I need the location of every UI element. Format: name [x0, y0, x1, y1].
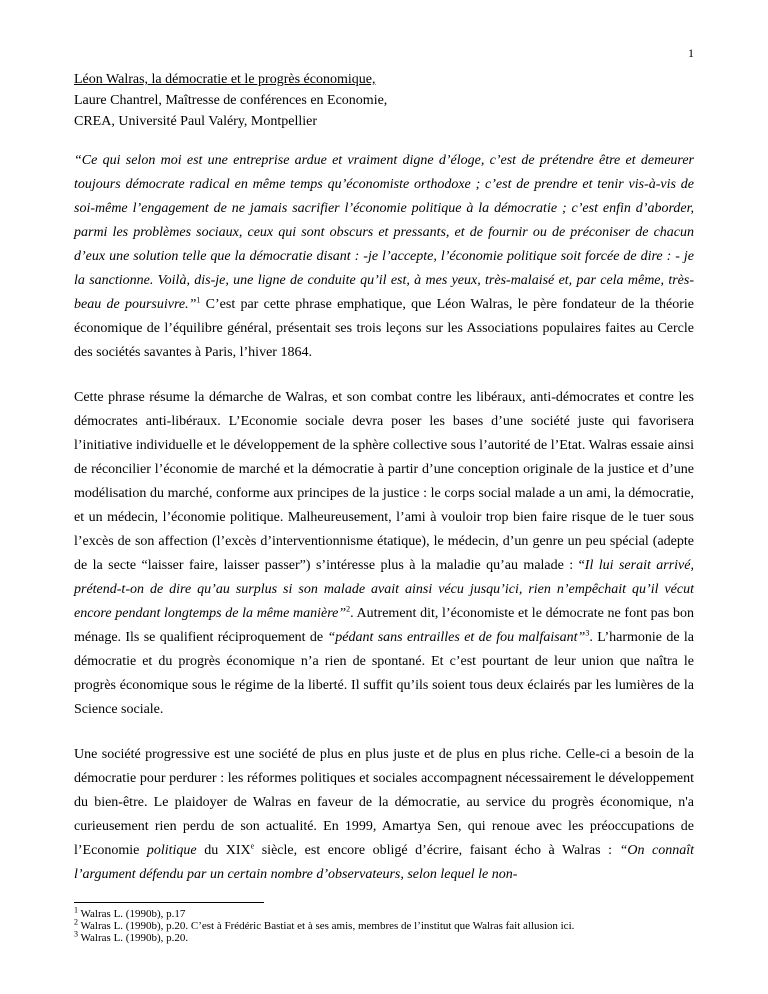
affiliation-line: CREA, Université Paul Valéry, Montpellier	[74, 114, 318, 129]
article-header	[74, 69, 694, 132]
footnote-number: 2	[74, 917, 78, 927]
footnote-text: Walras L. (1990b), p.20. C’est à Frédéric Bastiat et à ses amis, membres de l’institut que Walras fait allusion ici.	[78, 920, 575, 932]
paragraph-3-quote: “On connaît l’argument défendu par un certain nombre d’observateurs, selon lequel le non-	[74, 843, 694, 882]
footnote-1	[74, 905, 714, 920]
footnote-text: Walras L. (1990b), p.17	[78, 908, 186, 920]
footnotes	[74, 905, 714, 944]
footnote-2	[74, 917, 714, 932]
paragraph-2-quote-a: Il lui serait arrivé, prétend-t-on de dire qu’au surplus si son malade avait ainsi vécu jusqu’ici, rien n’empêchait qu’il vécut encore pendant longtemps de la même manière”	[74, 558, 694, 621]
paragraph-3-text-b: du XIX	[196, 843, 251, 858]
paragraph-1-text: C’est par cette phrase emphatique, que Léon Walras, le père fondateur de la théorie économique de l’équilibre général, présentait ses trois leçons sur les Associations populaires faites au Cercle des sociétés savantes à Paris, l’hiver 1864.	[74, 297, 695, 360]
footnote-number: 3	[74, 929, 78, 939]
footnote-text: Walras L. (1990b), p.20.	[78, 932, 189, 944]
page-number: 1	[688, 46, 694, 60]
paragraph-2-text-b: . Autrement dit, l’économiste et le démocrate ne font pas bon ménage. Ils se qualifient réciproquement de	[74, 606, 694, 645]
opening-quote: “Ce qui selon moi est une entreprise ardue et vraiment digne d’éloge, c’est de prétendre être et demeurer toujours démocrate radical en même temps qu’économiste orthodoxe ; c’est de prendre et tenir vis-à-vis de soi-même l’engagement de ne jamais sacrifier l’économie politique à la démocratie ; c’est enfin d’aborder, parmi les problèmes sociaux, ceux qui sont obscurs et pressants, et de fournir ou de préconiser de chacun d’eux une solution telle que la démocratie disant : -je l’accepte, l’économie politique soit forcée de dire : - je la sanctionne. Voilà, dis-je, une ligne de conduite qu’il est, à mes yeux, très-malaisé et, par cela même, très-beau de poursuivre.”	[74, 153, 694, 312]
paragraph-1	[74, 149, 694, 365]
footnote-ref-2: 2	[346, 604, 351, 614]
footnote-ref-3: 3	[585, 628, 590, 638]
paragraph-2-quote-b: “pédant sans entrailles et de fou malfaisant”	[327, 630, 586, 645]
article-title: Léon Walras, la démocratie et le progrès économique,	[74, 72, 376, 87]
paragraph-2-text-a: Cette phrase résume la démarche de Walras, et son combat contre les libéraux, anti-démocrates et contre les démocrates anti-libéraux. L’Economie sociale devra poser les bases d’une société juste qui favorisera l’initiative individuelle et le développement de la sphère collective sous l’autorité de l’Etat. Walras essaie ainsi de réconcilier l’économie de marché et la démocratie à partir d’une conception originale de la justice et d’une modélisation du marché, conforme aux principes de la justice : le corps social malade a un ami, la démocratie, et un médecin, l’économie politique. Malheureusement, l’ami à vouloir trop bien faire risque de le tuer sous l’excès de son affection (l’excès d’interventionnisme étatique), le médecin, d’un genre un peu spécial (adepte de la secte “laisser faire, laisser passer”) s’intéresse plus à la maladie qu’au malade : “	[74, 390, 694, 573]
footnote-3	[74, 929, 714, 944]
author-line: Laure Chantrel, Maîtresse de conférences en Economie,	[74, 93, 388, 108]
paragraph-3	[74, 743, 694, 887]
century-superscript: e	[250, 841, 255, 851]
footnote-number: 1	[74, 905, 78, 915]
footnote-ref-1: 1	[196, 295, 201, 305]
paragraph-3-emphasis: politique	[146, 843, 197, 858]
footnote-separator	[74, 902, 264, 903]
article-body	[74, 149, 694, 887]
paragraph-3-text-c: siècle, est encore obligé d’écrire, faisant écho à Walras :	[254, 843, 620, 858]
paragraph-2-text-c: . L’harmonie de la démocratie et du progrès économique n’a rien de spontané. Et c’est pourtant de leur union que naîtra le progrès économique sous le régime de la liberté. Il suffit qu’ils soient tous deux éclairés par les lumières de la Science sociale.	[74, 630, 694, 717]
paragraph-2	[74, 386, 694, 722]
paragraph-3-text-a: Une société progressive est une société de plus en plus juste et de plus en plus riche. Celle-ci a besoin de la démocratie pour perdurer : les réformes politiques et sociales accompagnent nécessairement le développement du bien-être. Le plaidoyer de Walras en faveur de la démocratie, au service du progrès économique, n'a curieusement rien perdu de son actualité. En 1999, Amartya Sen, qui renoue avec les préoccupations de l’Economie	[74, 747, 694, 858]
